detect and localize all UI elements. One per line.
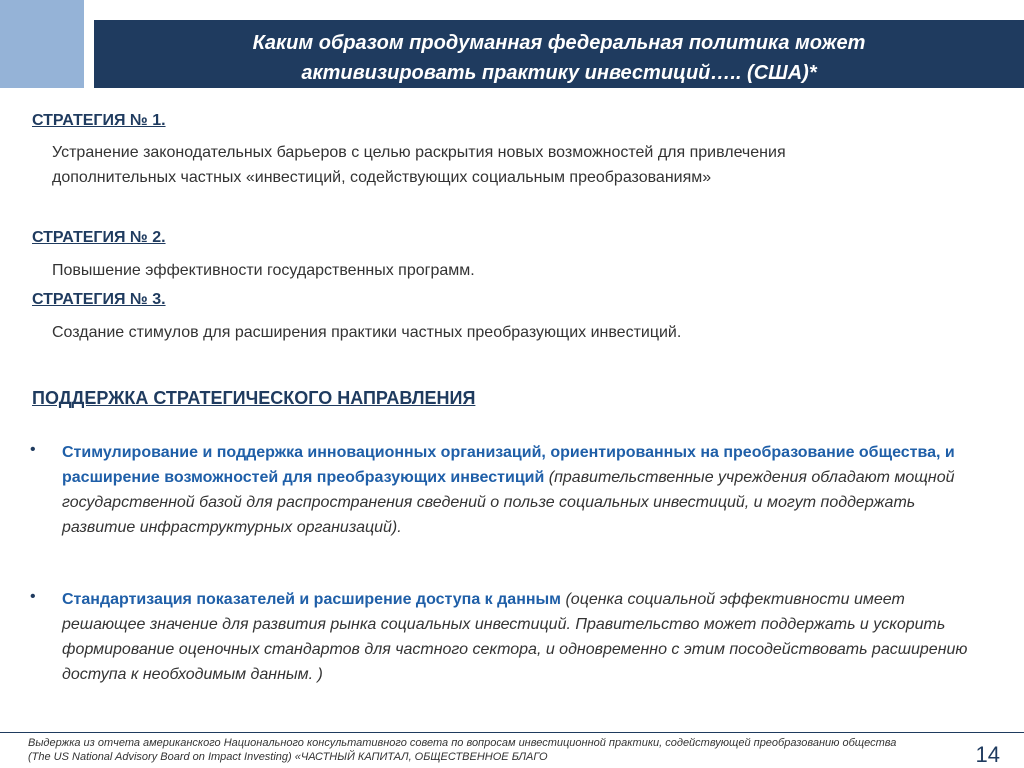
header-accent-square xyxy=(0,0,84,88)
page-number: 14 xyxy=(975,742,1000,767)
slide-title-line-1: Каким образом продуманная федеральная политика может xyxy=(252,32,866,54)
strategy-2-text: Повышение эффективности государственных программ. xyxy=(52,262,475,279)
strategy-3-text: Создание стимулов для расширения практики частных преобразующих инвестиций. xyxy=(52,324,682,341)
support-item-2-italic: (оценка социальной эффективности имеет решающее значение для развития рынка социальных инвестиций. Правительство может поддержать и ускорить формирование оценочных стандартов для частного сектора, и одновременно с этим посодействовать расширению доступа к необходимым данным. ) xyxy=(62,591,968,683)
support-item-1 xyxy=(62,440,992,540)
support-item-2 xyxy=(62,587,992,687)
footer-divider xyxy=(0,732,1024,733)
strategy-1-text: Устранение законодательных барьеров с целью раскрытия новых возможностей для привлечения дополнительных частных «инвестиций, содействующих социальным преобразованиям» xyxy=(52,144,786,186)
bullet-icon: • xyxy=(30,441,36,458)
slide-title xyxy=(94,20,1024,88)
strategy-3-title: СТРАТЕГИЯ № 3. xyxy=(32,291,166,308)
slide-title-line-2: активизировать практику инвестиций….. (США)* xyxy=(301,62,817,84)
support-item-1-bold: Стимулирование и поддержка инновационных организаций, ориентированных на преобразование общества, и расширение возможностей для преобразующих инвестиций xyxy=(62,444,955,486)
support-section-title: ПОДДЕРЖКА СТРАТЕГИЧЕСКОГО НАПРАВЛЕНИЯ xyxy=(32,388,476,408)
bullet-icon: • xyxy=(30,588,36,605)
strategy-2-title: СТРАТЕГИЯ № 2. xyxy=(32,229,166,246)
support-item-1-italic: (правительственные учреждения обладают мощной государственной базой для распространения сведений о пользе социальных инвестиций, и могут поддержать развитие инфраструктурных организаций). xyxy=(62,469,955,536)
footer-source-note: Выдержка из отчета американского Национального консультативного совета по вопросам инвестиционной практики, содействующей преобразованию общества (The US National Advisory Board on Impact Investing) «ЧАСТНЫЙ КАПИТАЛ, ОБЩЕСТВЕННОЕ БЛАГО xyxy=(28,737,897,763)
strategy-1-title: СТРАТЕГИЯ № 1. xyxy=(32,112,166,129)
support-item-2-bold: Стандартизация показателей и расширение доступа к данным xyxy=(62,591,562,608)
